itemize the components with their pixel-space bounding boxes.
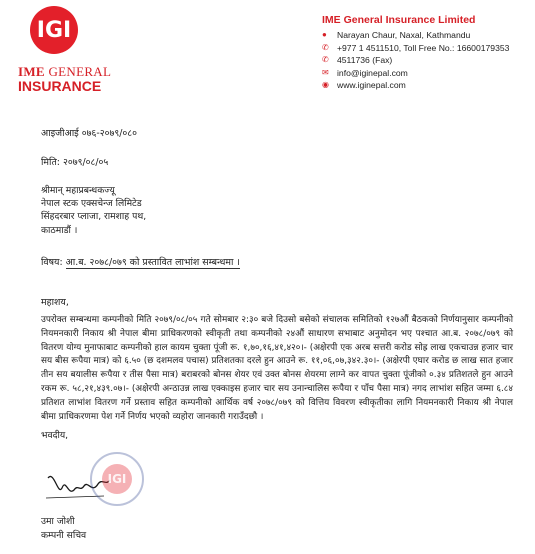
logo-line-1 bbox=[18, 65, 138, 78]
addressee-line: काठमाडौं । bbox=[41, 224, 78, 236]
signer-block bbox=[41, 515, 86, 543]
company-address: Narayan Chaur, Naxal, Kathmandu bbox=[337, 30, 471, 40]
addressee-line: नेपाल स्टक एक्सचेन्ज लिमिटेड bbox=[41, 198, 142, 210]
company-contact-block bbox=[322, 14, 532, 92]
logo-line-1-bold: IME bbox=[18, 64, 45, 79]
letter-date: मिति: २०७९/०८/०५ bbox=[41, 157, 109, 168]
company-website: www.iginepal.com bbox=[337, 80, 406, 90]
salutation: महाशय, bbox=[41, 297, 69, 308]
subject-line bbox=[41, 255, 240, 268]
letter-body: उपरोक्त सम्बन्धमा कम्पनीको मिति २०७९/०८/०५ गते सोमबार २:३० बजे दिउसो बसेको संचालक समितिको १२७औं बैठकको निर्णयानुसार कम्पनीको नियमनकारी निकाय श्री नेपाल बीमा प्राधिकरणको स्वीकृती तथा कम्पनीको २४औं साधारण सभाबाट अनुमोदन भए पश्चात आ.ब. २०७८/०७९ को वितरण योग्य मुनाफाबाट कम्पनीको हाल कायम चुक्ता पूंजी रू. १,७०,१६,४१,४२०।- (अक्षेरपी एक अरब सत्तरी करोड सोह्र लाख एकचाउन्न हजार चार सय बीस रूपैया मात्र) को ६.५० (छ दशमलव पचास) प्रतिशतका दरले हुन आउने रू. ११,०६,०७,३४२.३०।- (अक्षेरपी एघार करोड छ लाख सात हजार तीन सय बयालीस रूपैया र तीस पैसा मात्र) बराबरको बोनस शेयर एवं उक्त बोनस शेयरमा लाग्ने कर वापत चुक्ता पूंजीको ०.३४ प्रतिशतले हुन आउने रकम रू. ५८,२१,४३९.०७।- (अक्षेरपी अन्ठाउन्न लाख एक्काइस हजार चार सय उनान्चालिस रूपैया र पाँच पैसा मात्र) नगद लाभांश सहित जम्मा ६.८४ प्रतिशत लाभांश वितरण गर्ने प्रस्ताव सहित कम्पनीको आर्थिक वर्ष २०७८/०७९ को वित्तिय विवरण स्वीकृतीका लागि नियमनकारी निकाय श्री नेपाल बीमा प्राधिकरणमा पेश गर्ने निर्णय भएको व्यहोरा जानकारी गराउँदछौ । bbox=[41, 315, 513, 422]
location-pin-icon: ● bbox=[322, 30, 327, 39]
seal-mark: IGI bbox=[102, 464, 132, 494]
globe-icon: ◉ bbox=[322, 80, 329, 89]
company-seal bbox=[90, 452, 144, 506]
phone-row bbox=[322, 42, 532, 55]
fax-icon: ✆ bbox=[322, 55, 329, 64]
phone-icon: ✆ bbox=[322, 42, 329, 52]
subject-text: आ.ब. २०७८/०७९ को प्रस्तावित लाभांश सम्बन्धमा । bbox=[65, 257, 240, 268]
reference-number: आइजीआई ०७६-२०७९/०८० bbox=[41, 128, 138, 139]
company-fax: 4511736 (Fax) bbox=[337, 55, 393, 65]
company-logo-text bbox=[18, 65, 138, 93]
email-icon: ✉ bbox=[322, 67, 329, 77]
signer-title: कम्पनी सचिव bbox=[41, 530, 87, 541]
addressee-line: सिंहदरबार प्लाजा, रामशाह पथ, bbox=[41, 211, 147, 223]
addressee-line: श्रीमान् महाप्रबन्धकज्यू bbox=[41, 185, 115, 196]
email-row bbox=[322, 67, 532, 80]
company-email: info@iginepal.com bbox=[337, 67, 408, 78]
company-logo-mark: IGI bbox=[30, 6, 78, 54]
addressee-block bbox=[41, 184, 146, 237]
subject-label: विषय: bbox=[41, 257, 63, 268]
website-row bbox=[322, 79, 532, 92]
address-row bbox=[322, 29, 532, 42]
company-name: IME General Insurance Limited bbox=[322, 14, 476, 26]
closing: भवदीय, bbox=[41, 430, 69, 441]
signer-name: उमा जोशी bbox=[41, 516, 75, 527]
company-phone: +977 1 4511510, Toll Free No.: 16600179353 bbox=[337, 42, 510, 53]
fax-row bbox=[322, 54, 532, 67]
logo-line-2: INSURANCE bbox=[18, 78, 102, 94]
logo-line-1-rest: GENERAL bbox=[44, 64, 112, 79]
